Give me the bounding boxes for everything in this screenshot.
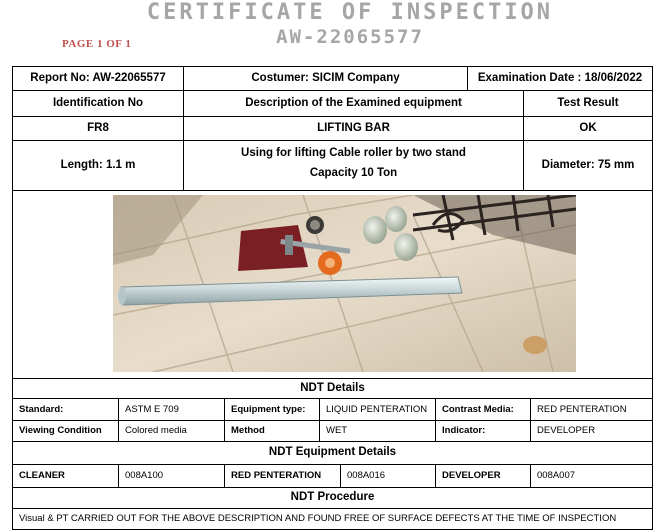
- viewing-condition-value: Colored media: [118, 420, 225, 442]
- contrast-media-value: RED PENTERATION: [530, 398, 653, 421]
- method-label: Method: [224, 420, 320, 442]
- red-penetration-label: RED PENTERATION: [224, 464, 341, 488]
- page-number: PAGE 1 OF 1: [62, 38, 132, 50]
- usage-line-1: Using for lifting Cable roller by two stand: [241, 147, 466, 160]
- indicator-value: DEVELOPER: [530, 420, 653, 442]
- certificate-title: CERTIFICATE OF INSPECTION: [146, 0, 554, 25]
- ndt-equipment-heading: NDT Equipment Details: [12, 441, 653, 465]
- customer-name: Costumer: SICIM Company: [183, 66, 468, 91]
- developer-label: DEVELOPER: [435, 464, 531, 488]
- length-value: Length: 1.1 m: [12, 140, 184, 191]
- equipment-photo: [113, 195, 576, 372]
- identification-value: FR8: [12, 116, 184, 141]
- usage-description: [183, 140, 524, 191]
- report-number: Report No: AW-22065577: [12, 66, 184, 91]
- test-result-header: Test Result: [523, 90, 653, 117]
- usage-line-2: Capacity 10 Ton: [309, 167, 398, 180]
- contrast-media-label: Contrast Media:: [435, 398, 531, 421]
- cleaner-label: CLEANER: [12, 464, 119, 488]
- cleaner-value: 008A100: [118, 464, 225, 488]
- description-header: Description of the Examined equipment: [183, 90, 524, 117]
- test-result-value: OK: [523, 116, 653, 141]
- standard-value: ASTM E 709: [118, 398, 225, 421]
- red-penetration-value: 008A016: [340, 464, 436, 488]
- ndt-procedure-text: Visual & PT CARRIED OUT FOR THE ABOVE DESCRIPTION AND FOUND FREE OF SURFACE DEFECTS AT THE TIME OF INSPECTION: [12, 508, 653, 530]
- equipment-type-label: Equipment type:: [224, 398, 320, 421]
- ndt-details-heading: NDT Details: [12, 378, 653, 399]
- developer-value: 008A007: [530, 464, 653, 488]
- indicator-label: Indicator:: [435, 420, 531, 442]
- identification-header: Identification No: [12, 90, 184, 117]
- examination-date: Examination Date : 18/06/2022: [467, 66, 653, 91]
- method-value: WET: [319, 420, 436, 442]
- description-value: LIFTING BAR: [183, 116, 524, 141]
- equipment-type-value: LIQUID PENTERATION: [319, 398, 436, 421]
- certificate-number: AW-22065577: [276, 26, 424, 48]
- diameter-value: Diameter: 75 mm: [523, 140, 653, 191]
- ndt-procedure-heading: NDT Procedure: [12, 487, 653, 509]
- standard-label: Standard:: [12, 398, 119, 421]
- viewing-condition-label: Viewing Condition: [12, 420, 119, 442]
